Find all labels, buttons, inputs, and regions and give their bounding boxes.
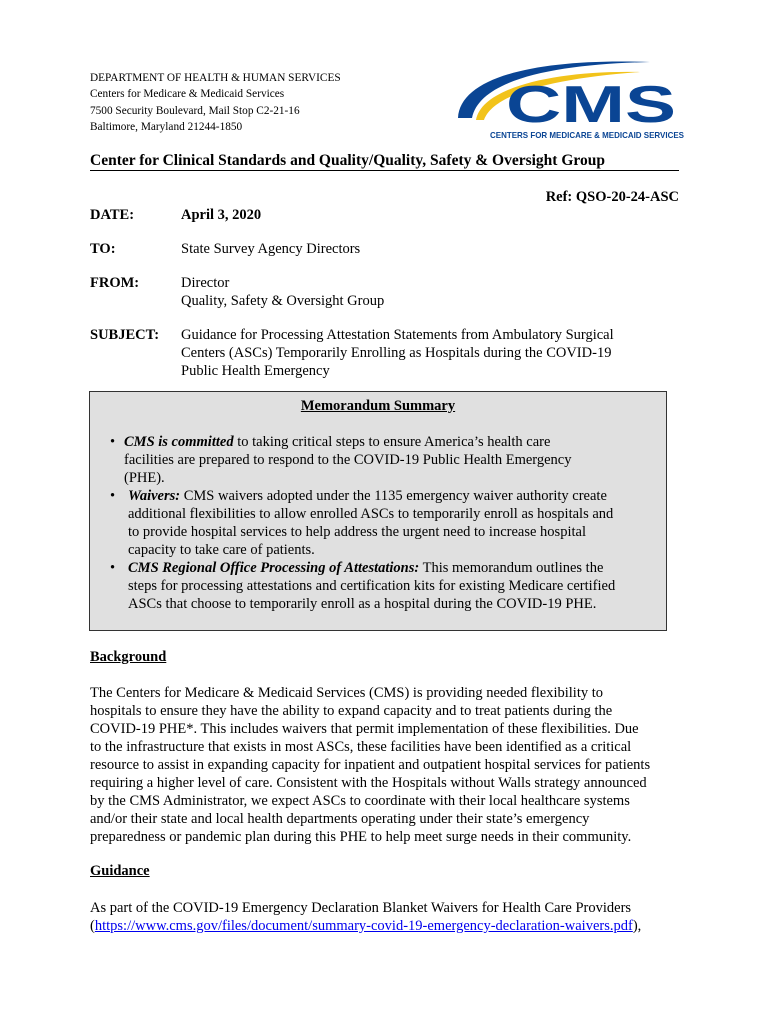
paragraph-line: resource to assist in expanding capacity for inpatient and outpatient hospital services for patients bbox=[90, 757, 651, 773]
summary-bullet bbox=[108, 433, 615, 487]
reference-number: Ref: QSO-20-24-ASC bbox=[545, 189, 679, 205]
logo-text: CMS bbox=[506, 76, 676, 134]
paragraph-line: hospitals to ensure they have the ability to expand capacity and to treat patients during the bbox=[90, 703, 613, 719]
bullet-text: capacity to take care of patients. bbox=[128, 542, 315, 558]
bullet-text: steps for processing attestations and certification kits for existing Medicare certified bbox=[128, 578, 616, 594]
summary-bullet bbox=[112, 487, 615, 559]
date-label: DATE: bbox=[90, 207, 135, 223]
from-value bbox=[181, 274, 384, 310]
bullet-text: (PHE). bbox=[124, 470, 165, 486]
paragraph-line: and/or their state and local health departments operating under their state’s emergency bbox=[90, 811, 590, 827]
to-value: State Survey Agency Directors bbox=[181, 241, 361, 257]
cms-logo bbox=[450, 56, 690, 140]
group-heading: Center for Clinical Standards and Quality/Quality, Safety & Oversight Group bbox=[90, 152, 679, 171]
subject-line: Guidance for Processing Attestation Statements from Ambulatory Surgical bbox=[181, 327, 614, 343]
letterhead-line: Baltimore, Maryland 21244-1850 bbox=[90, 120, 243, 133]
paragraph-line bbox=[90, 917, 641, 935]
memorandum-summary-box bbox=[89, 391, 667, 631]
memo-date bbox=[90, 206, 261, 224]
memo-subject bbox=[90, 326, 614, 380]
bullet-lead: CMS Regional Office Processing of Attestations: bbox=[128, 560, 420, 576]
summary-bullets bbox=[108, 433, 615, 613]
paragraph-line: preparedness or pandemic plan during this PHE to help meet surge needs in their community. bbox=[90, 829, 632, 845]
letterhead-address bbox=[90, 70, 341, 135]
paragraph-line: requiring a higher level of care. Consistent with the Hospitals without Walls strategy announced bbox=[90, 775, 647, 791]
letterhead-line: Centers for Medicare & Medicaid Services bbox=[90, 88, 285, 101]
background-paragraph bbox=[90, 684, 650, 846]
letterhead-line: 7500 Security Boulevard, Mail Stop C2-21-16 bbox=[90, 104, 300, 117]
paren: ), bbox=[632, 918, 642, 934]
subject-label: SUBJECT: bbox=[90, 327, 160, 343]
bullet-text: facilities are prepared to respond to the COVID-19 Public Health Emergency bbox=[124, 452, 572, 468]
summary-bullet bbox=[112, 559, 615, 613]
paragraph-line: to the infrastructure that exists in most ASCs, these facilities have been identified as a critical bbox=[90, 739, 632, 755]
bullet-text: ASCs that choose to temporarily enroll as a hospital during the COVID-19 PHE. bbox=[128, 596, 597, 612]
date-value: April 3, 2020 bbox=[181, 207, 262, 223]
bullet-lead: Waivers: bbox=[128, 488, 181, 504]
paragraph-line: by the CMS Administrator, we expect ASCs to coordinate with their local healthcare systems bbox=[90, 793, 630, 809]
bullet-icon: • bbox=[110, 434, 116, 450]
bullet-text: This memorandum outlines the bbox=[419, 560, 604, 576]
paren: ( bbox=[90, 918, 95, 934]
paragraph-line: The Centers for Medicare & Medicaid Services (CMS) is providing needed flexibility to bbox=[90, 685, 604, 701]
logo-subtext: CENTERS FOR MEDICARE & MEDICAID SERVICES bbox=[490, 130, 685, 140]
guidance-paragraph bbox=[90, 899, 641, 935]
letterhead-line: DEPARTMENT OF HEALTH & HUMAN SERVICES bbox=[90, 72, 341, 84]
subject-line: Centers (ASCs) Temporarily Enrolling as Hospitals during the COVID-19 bbox=[181, 345, 612, 361]
bullet-text: CMS waivers adopted under the 1135 emergency waiver authority create bbox=[180, 488, 607, 504]
from-line: Director bbox=[181, 275, 230, 291]
subject-line: Public Health Emergency bbox=[181, 363, 330, 379]
paragraph-line: As part of the COVID-19 Emergency Declaration Blanket Waivers for Health Care Providers bbox=[90, 900, 632, 916]
to-label: TO: bbox=[90, 241, 116, 257]
bullet-lead: CMS is committed bbox=[124, 434, 234, 450]
bullet-icon: • bbox=[110, 560, 116, 576]
memo-to bbox=[90, 240, 360, 258]
memo-from bbox=[90, 274, 384, 310]
summary-title: Memorandum Summary bbox=[300, 398, 456, 414]
background-heading: Background bbox=[90, 649, 167, 665]
bullet-icon: • bbox=[110, 488, 116, 504]
paragraph-line: COVID-19 PHE*. This includes waivers that permit implementation of these flexibilities. Due bbox=[90, 721, 639, 737]
waivers-link[interactable]: https://www.cms.gov/files/document/summary-covid-19-emergency-declaration-waivers.pdf bbox=[94, 918, 633, 934]
guidance-heading: Guidance bbox=[90, 863, 150, 879]
bullet-text: to taking critical steps to ensure America’s health care bbox=[233, 434, 551, 450]
bullet-text: to provide hospital services to help address the urgent need to increase hospital bbox=[128, 524, 586, 540]
from-line: Quality, Safety & Oversight Group bbox=[181, 293, 385, 309]
from-label: FROM: bbox=[90, 275, 140, 291]
bullet-text: additional flexibilities to allow enrolled ASCs to temporarily enroll as hospitals and bbox=[128, 506, 614, 522]
subject-value bbox=[181, 326, 614, 380]
